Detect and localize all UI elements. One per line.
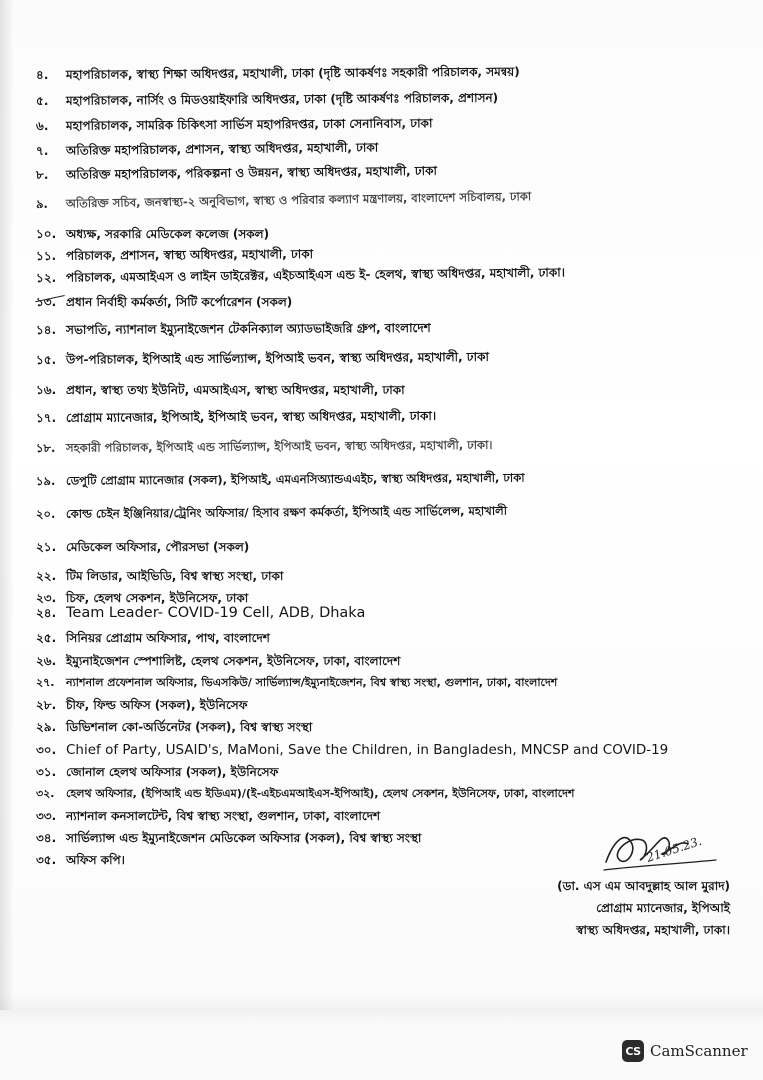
list-item-text: চীফ, ফিল্ড অফিস (সকল), ইউনিসেফ	[66, 698, 248, 712]
list-item-text: মহাপরিচালক, সামরিক চিকিৎসা সার্ভিস মহাপরিদপ্তর, ঢাকা সেনানিবাস, ঢাকা	[65, 116, 433, 133]
list-item	[36, 653, 400, 669]
list-item-number: ৮.	[35, 167, 49, 182]
list-item-number: ২১.	[36, 540, 57, 554]
list-item-number: ১৭.	[35, 410, 57, 425]
list-item	[36, 139, 378, 159]
list-item-number: ৩৪.	[36, 831, 57, 845]
list-item	[36, 163, 437, 183]
list-item-number: ১০.	[36, 227, 57, 241]
list-item-text: ডেপুটি প্রোগ্রাম ম্যানেজার (সকল), ইপিআই, এমএনসিঅ্যান্ডএএইচ, স্বাস্থ্য অধিদপ্তর, মহাখালী, ঢাকা	[65, 470, 525, 488]
list-item	[36, 590, 248, 606]
list-item-number: ১৩.	[36, 295, 57, 309]
page-edge-shadow	[0, 0, 14, 1010]
list-item	[36, 568, 283, 584]
list-item-number: ২০.	[35, 506, 56, 521]
list-item-text: ন্যাশনাল কনসালটেন্ট, বিশ্ব স্বাস্থ্য সংস্থা, গুলশান, ঢাকা, বাংলাদেশ	[66, 809, 381, 823]
list-item	[36, 64, 520, 83]
list-item-text: Chief of Party, USAID's, MaMoni, Save the Children, in Bangladesh, MNCSP and COVID-19	[66, 742, 669, 758]
list-item-number: ৯.	[35, 196, 48, 211]
list-item-number: ২৪.	[36, 606, 57, 620]
list-item	[36, 764, 278, 780]
list-item-text: উপ-পরিচালক, ইপিআই এন্ড সার্ভিল্যান্স, ইপিআই ভবন, স্বাস্থ্য অধিদপ্তর, মহাখালী, ঢাকা	[65, 349, 489, 367]
list-item-number: ১১.	[35, 248, 57, 263]
signatory-office: স্বাস্থ্য অধিদপ্তর, মহাখালী, ঢাকা।	[576, 923, 730, 937]
list-item	[36, 675, 557, 691]
list-item-text: টিম লিডার, আইভিডি, বিশ্ব স্বাস্থ্য সংস্থা, ঢাকা	[66, 569, 284, 583]
list-item-number: ২৮.	[36, 698, 57, 712]
list-item-number: ২২.	[36, 569, 57, 583]
list-item-text: ইম্যুনাইজেশন স্পেশালিষ্ট, হেলথ সেকশন, ইউনিসেফ, ঢাকা, বাংলাদেশ	[66, 654, 401, 668]
signatory-block	[520, 875, 730, 941]
list-item-text: সভাপতি, ন্যাশনাল ইম্যুনাইজেশন টেকনিক্যাল অ্যাডভাইজরি গ্রুপ, বাংলাদেশ	[65, 320, 431, 337]
list-item-text: ডিভিশনাল কো-অর্ডিনেটর (সকল), বিশ্ব স্বাস্থ্য সংস্থা	[66, 720, 313, 734]
list-item-number: ১৯.	[35, 473, 56, 488]
list-item-number: ১৪.	[35, 322, 57, 337]
list-item-text: অতিরিক্ত সচিব, জনস্বাস্থ্য-২ অনুবিভাগ, স্বাস্থ্য ও পরিবার কল্যাণ মন্ত্রণালয়, বাংলাদেশ সচিবালয়, ঢাকা	[65, 189, 532, 211]
page-fold-shade	[0, 995, 763, 1025]
list-item-text: সার্ভিল্যান্স এন্ড ইম্যুনাইজেশন মেডিকেল অফিসার (সকল), বিশ্ব স্বাস্থ্য সংস্থা	[66, 831, 422, 845]
list-item	[36, 382, 405, 398]
list-item	[36, 264, 565, 286]
list-item	[36, 294, 292, 310]
list-item-number: ১৬.	[36, 383, 57, 397]
list-item-number: ২৫.	[36, 631, 57, 645]
list-item-number: ৩০.	[36, 743, 57, 757]
list-item-text: ন্যাশনাল প্রফেশনাল অফিসার, ভিএসকিউ/ সার্ভিল্যান্স/ইম্যুনাইজেশন, বিশ্ব স্বাস্থ্য সংস্থা, গুলশান, ঢাকা, বাংলাদেশ	[66, 676, 558, 689]
signatory-designation: প্রোগ্রাম ম্যানেজার, ইপিআই	[596, 901, 730, 915]
list-item-number: ২৬.	[36, 654, 57, 668]
list-item	[36, 349, 489, 368]
list-item-number: ২৯.	[36, 720, 57, 734]
list-item-number: ৩৩.	[36, 809, 57, 823]
camscanner-logo-icon: CS	[622, 1040, 644, 1062]
list-item	[36, 470, 525, 489]
camscanner-label: CamScanner	[650, 1042, 748, 1060]
list-item	[36, 605, 365, 621]
list-item	[36, 90, 498, 109]
list-item	[36, 830, 421, 846]
list-item-text: কোল্ড চেইন ইঞ্জিনিয়ার/ট্রেনিং অফিসার/ হিসাব রক্ষণ কর্মকর্তা, ইপিআই এন্ড সার্ভিলেন্স, মহাখালী	[65, 503, 508, 521]
list-item-number: ৩১.	[36, 765, 57, 779]
list-item-text: জোনাল হেলথ অফিসার (সকল), ইউনিসেফ	[66, 765, 279, 779]
list-item-text: চিফ, হেলথ সেকশন, ইউনিসেফ, ঢাকা	[66, 591, 249, 605]
list-item	[36, 808, 380, 824]
list-item-text: অতিরিক্ত মহাপরিচালক, পরিকল্পনা ও উন্নয়ন, স্বাস্থ্য অধিদপ্তর, মহাখালী, ঢাকা	[65, 163, 438, 182]
list-item	[36, 539, 249, 555]
list-item-text: পরিচালক, প্রশাসন, স্বাস্থ্য অধিদপ্তর, মহাখালী, ঢাকা	[65, 247, 314, 263]
list-item	[36, 115, 433, 134]
list-item-text: প্রধান, স্বাস্থ্য তথ্য ইউনিট, এমআইএস, স্বাস্থ্য অধিদপ্তর, মহাখালী, ঢাকা	[66, 383, 405, 397]
list-item	[36, 226, 269, 242]
list-item	[36, 786, 574, 802]
list-item-number: ১৮.	[35, 440, 56, 455]
list-item-text: সহকারী পরিচালক, ইপিআই এন্ড সার্ভিল্যান্স, ইপিআই ভবন, স্বাস্থ্য অধিদপ্তর, মহাখালী, ঢাকা।	[65, 437, 493, 455]
list-item-text: Team Leader- COVID-19 Cell, ADB, Dhaka	[66, 605, 366, 621]
list-item	[36, 503, 507, 522]
signature-scrawl-icon	[596, 810, 736, 880]
list-item-text: মহাপরিচালক, নার্সিং ও মিডওয়াইফারি অধিদপ্তর, ঢাকা (দৃষ্টি আকর্ষণঃ পরিচালক, প্রশাসন)	[65, 90, 499, 108]
list-item-number: ৩২.	[36, 787, 55, 800]
list-item-text: অধ্যক্ষ, সরকারি মেডিকেল কলেজ (সকল)	[66, 227, 270, 241]
signature-date: 21.05.23.	[644, 833, 704, 865]
list-item-number: ৩৫.	[36, 853, 57, 867]
camscanner-watermark	[622, 1040, 748, 1062]
list-item-text: প্রোগ্রাম ম্যানেজার, ইপিআই, ইপিআই ভবন, স্বাস্থ্য অধিদপ্তর, মহাখালী, ঢাকা।	[65, 408, 437, 425]
list-item-text: অফিস কপি।	[66, 853, 125, 867]
list-item	[36, 630, 270, 646]
list-item	[36, 408, 436, 426]
list-item-text: মহাপরিচালক, স্বাস্থ্য শিক্ষা অধিদপ্তর, মহাখালী, ঢাকা (দৃষ্টি আকর্ষণঃ সহকারী পরিচালক, সমন্বয়)	[65, 64, 520, 82]
list-item-text: পরিচালক, এমআইএস ও লাইন ডাইরেক্টর, এইচআইএস এন্ড ই- হেলথ, স্বাস্থ্য অধিদপ্তর, মহাখালী, ঢাকা।	[65, 265, 566, 285]
list-item-number: ২৩.	[36, 591, 57, 605]
list-item-text: প্রধান নির্বাহী কর্মকর্তা, সিটি কর্পোরেশন (সকল)	[66, 295, 293, 309]
list-item-text: মেডিকেল অফিসার, পৌরসভা (সকল)	[66, 540, 250, 554]
list-item-number: ২৭.	[36, 676, 55, 689]
list-item	[36, 188, 531, 212]
list-item	[36, 852, 125, 868]
list-item	[36, 437, 493, 456]
list-item	[36, 697, 247, 713]
list-item-number: ৫.	[35, 93, 49, 108]
list-item	[36, 742, 668, 758]
list-item-number: ৭.	[35, 143, 49, 158]
list-item-number: ৪.	[35, 67, 49, 82]
list-item-text: অতিরিক্ত মহাপরিচালক, প্রশাসন, স্বাস্থ্য অধিদপ্তর, মহাখালী, ঢাকা	[65, 140, 379, 158]
list-item-number: ৬.	[35, 118, 49, 133]
list-item-text: হেলথ অফিসার, (ইপিআই এন্ড ইডিএম)/(ই-এইচএমআইএস-ইপিআই), হেলথ সেকশন, ইউনিসেফ, ঢাকা, বাংলাদেশ	[66, 787, 575, 800]
list-item-text: সিনিয়র প্রোগ্রাম অফিসার, পাথ, বাংলাদেশ	[66, 631, 270, 645]
signatory-name: (ডা. এস এম আবদুল্লাহ আল মুরাদ)	[557, 879, 730, 893]
list-item	[36, 320, 431, 338]
list-item-number: ১২.	[35, 270, 57, 285]
handwritten-signature	[596, 810, 736, 884]
list-item	[36, 246, 313, 264]
list-item-number: ১৫.	[35, 352, 57, 367]
list-item	[36, 719, 312, 735]
